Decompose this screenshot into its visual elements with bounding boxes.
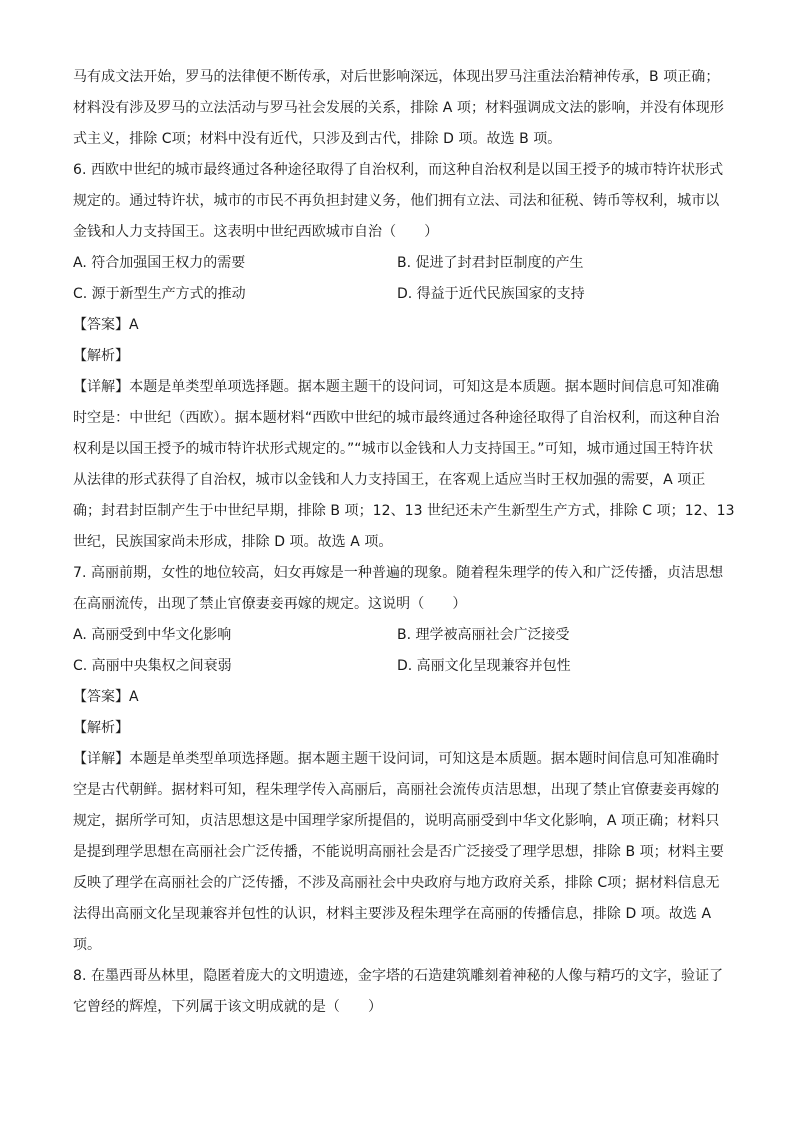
analysis-label: 【解析】 (73, 720, 129, 736)
detail-line: 是提到理学思想在高丽社会广泛传播，不能说明高丽社会是否广泛接受了理学思想，排除 B 项；材料主要 (73, 844, 724, 860)
question-stem-line: 7. 高丽前期，女性的地位较高，妇女再嫁是一种普遍的现象。随着程朱理学的传入和广泛传播，贞洁思想 (73, 565, 724, 581)
answer-label: 【答案】A (73, 317, 139, 333)
option-b: B. 促进了封君封臣制度的产生 (397, 255, 584, 271)
detail-line: 空是古代朝鲜。据材料可知，程朱理学传入高丽后，高丽社会流传贞洁思想，出现了禁止官僚妻妾再嫁的 (73, 782, 720, 798)
question-stem-line: 在高丽流传，出现了禁止官僚妻妾再嫁的规定。这说明（ ） (73, 596, 467, 612)
detail-line: 时空是：中世纪（西欧）。据本题材料“西欧中世纪的城市最终通过各种途径取得了自治权利，而这种自治 (73, 410, 720, 426)
question-stem-line: 规定的。通过特许状，城市的市民不再负担封建义务，他们拥有立法、司法和征税、铸币等权利，城市以 (73, 193, 720, 209)
option-a: A. 高丽受到中华文化影响 (73, 627, 232, 643)
question-stem-line: 金钱和人力支持国王。这表明中世纪西欧城市自治（ ） (73, 224, 439, 240)
previous-answer-continuation (73, 62, 723, 155)
detail-line: 世纪，民族国家尚未形成，排除 D 项。故选 A 项。 (73, 534, 393, 550)
option-b: B. 理学被高丽社会广泛接受 (397, 627, 570, 643)
detail-line: 确；封君封臣制产生于中世纪早期，排除 B 项；12、13 世纪还未产生新型生产方式，排除 C 项；12、13 (73, 503, 735, 519)
question-8 (73, 961, 723, 1023)
document-page (73, 62, 735, 1023)
option-d: D. 得益于近代民族国家的支持 (397, 286, 585, 302)
option-d: D. 高丽文化呈现兼容并包性 (397, 658, 571, 674)
text-line: 马有成文法开始，罗马的法律便不断传承，对后世影响深远，体现出罗马注重法治精神传承，B 项正确； (73, 69, 720, 85)
detail-line: 反映了理学在高丽社会的广泛传播，不涉及高丽社会中央政府与地方政府关系，排除 C项；据材料信息无 (73, 875, 720, 891)
option-c: C. 源于新型生产方式的推动 (73, 286, 246, 302)
detail-line: 法得出高丽文化呈现兼容并包性的认识，材料主要涉及程朱理学在高丽的传播信息，排除 D 项。故选 A (73, 906, 712, 922)
text-line: 材料没有涉及罗马的立法活动与罗马社会发展的关系，排除 A 项；材料强调成文法的影响，并没有体现形 (73, 100, 724, 116)
options-row (73, 279, 723, 310)
analysis-label: 【解析】 (73, 348, 129, 364)
question-6 (73, 155, 735, 558)
answer-label: 【答案】A (73, 689, 139, 705)
detail-line: 规定，据所学可知，贞洁思想这是中国理学家所提倡的，说明高丽受到中华文化影响，A 项正确；材料只 (73, 813, 720, 829)
detail-line: 权利是以国王授予的城市特许状形式规定的。”“城市以金钱和人力支持国王。”可知，城市通过国王特许状 (73, 441, 714, 457)
question-stem-line: 它曾经的辉煌，下列属于该文明成就的是（ ） (73, 999, 383, 1015)
detail-line: 项。 (73, 937, 102, 953)
options-row (73, 248, 723, 279)
detail-line: 从法律的形式获得了自治权，城市以金钱和人力支持国王，在客观上适应当时王权加强的需要，A 项正 (73, 472, 706, 488)
option-c: C. 高丽中央集权之间衰弱 (73, 658, 232, 674)
options-row (73, 651, 723, 682)
question-stem-line: 6. 西欧中世纪的城市最终通过各种途径取得了自治权利，而这种自治权利是以国王授予的城市特许状形式 (73, 162, 724, 178)
option-a: A. 符合加强国王权力的需要 (73, 255, 246, 271)
question-stem-line: 8. 在墨西哥丛林里，隐匿着庞大的文明遗迹，金字塔的石造建筑雕刻着神秘的人像与精巧的文字，验证了 (73, 968, 724, 984)
text-line: 式主义，排除 C项；材料中没有近代，只涉及到古代，排除 D 项。故选 B 项。 (73, 131, 562, 147)
detail-line: 【详解】本题是单类型单项选择题。据本题主题干的设问词，可知这是本质题。据本题时间信息可知准确 (73, 379, 720, 395)
question-7 (73, 558, 723, 961)
detail-line: 【详解】本题是单类型单项选择题。据本题主题干设问词，可知这是本质题。据本题时间信息可知准确时 (73, 751, 720, 767)
options-row (73, 620, 723, 651)
